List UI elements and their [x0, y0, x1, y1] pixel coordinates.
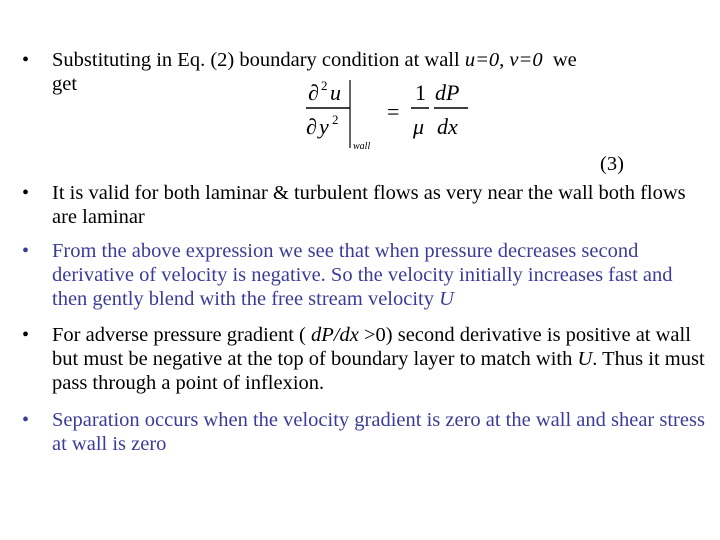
eq-dx: dx	[437, 114, 458, 139]
equation-3	[300, 76, 480, 152]
eq-y: y	[319, 114, 329, 139]
eq-sup: 2	[321, 78, 328, 93]
bullet-separation	[52, 408, 712, 456]
bullet-text: get	[52, 73, 78, 95]
bullet-marker: •	[22, 324, 30, 346]
bullet-adverse-gradient	[52, 323, 712, 395]
bullet-text: For adverse pressure gradient (	[52, 324, 312, 346]
boundary-condition: u=0, v=0	[464, 49, 543, 71]
bullet-text: . Thus it must pass through a point of inflexion.	[52, 348, 705, 394]
bullet-valid-flows	[52, 181, 712, 229]
eq-u: u	[330, 80, 341, 105]
bullet-text: Substituting in Eq. (2) boundary condition at wall	[52, 49, 465, 71]
free-stream-velocity: U	[439, 288, 454, 310]
equation-number: (3)	[600, 153, 624, 175]
eq-wall-subscript: wall	[353, 141, 371, 152]
bullet-marker: •	[22, 182, 30, 204]
free-stream-velocity: U	[577, 348, 593, 370]
bullet-marker: •	[22, 240, 30, 262]
bullet-text: >0) second derivative is positive at wall but must be negative at the top of boundary layer to match with	[52, 324, 691, 370]
bullet-text: From the above expression we see that when pressure decreases second derivative of velocity is negative. So the velocity initially increases fast and then gently blend with the free stream velocity	[52, 240, 673, 310]
eq-equals: =	[387, 99, 400, 124]
eq-mu: μ	[413, 114, 425, 139]
eq-partial: ∂	[308, 80, 319, 105]
eq-sup: 2	[332, 112, 339, 127]
eq-one: 1	[415, 80, 426, 105]
bullet-pressure-decreases	[52, 239, 712, 311]
bullet-text: we	[542, 49, 577, 71]
bullet-marker: •	[22, 49, 30, 71]
bullet-text: It is valid for both laminar & turbulent flows as very near the wall both flows are laminar	[52, 182, 686, 228]
eq-partial: ∂	[306, 114, 317, 139]
bullet-text: Separation occurs when the velocity gradient is zero at the wall and shear stress at wall is zero	[52, 409, 705, 455]
bullet-marker: •	[22, 409, 30, 431]
eq-dP: dP	[435, 80, 460, 105]
pressure-gradient: dP/dx	[311, 324, 359, 346]
